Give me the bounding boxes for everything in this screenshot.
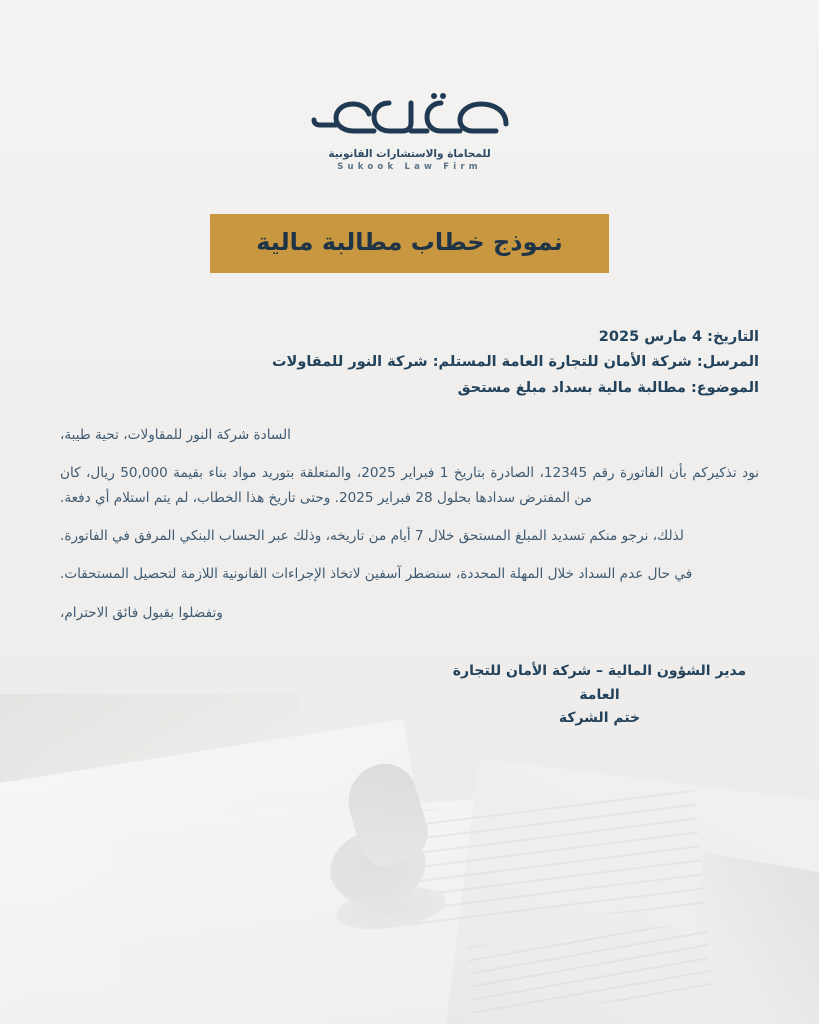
meta-parties-line: المرسل: شركة الأمان للتجارة العامة المستلم: شركة النور للمقاولات (271, 354, 759, 371)
signature-title-line: مدير الشؤون المالية – شركة الأمان للتجارة العامة (452, 662, 747, 703)
logo-dot-icon (440, 93, 446, 99)
watermark-stamp-handle (340, 756, 435, 871)
body-greeting: السادة شركة النور للمقاولات، تحية طيبة، (60, 426, 291, 443)
logo-dot-icon (431, 93, 437, 99)
signature-stamp-line: ختم الشركة (558, 710, 641, 727)
body-paragraph-request: لذلك، نرجو منكم تسديد المبلغ المستحق خلال 7 أيام من تاريخه، وذلك عبر الحساب البنكي المرفق في الفاتورة. (60, 528, 684, 545)
watermark-paper-sheet (114, 790, 685, 1024)
firm-subtitle-english: Sukook Law Firm (337, 162, 482, 172)
background-watermark-photo (0, 694, 819, 1024)
document-title-banner: نموذج خطاب مطالبة مالية (210, 214, 608, 273)
body-paragraph-legal: في حال عدم السداد خلال المهلة المحددة، سنضطر آسفين لاتخاذ الإجراءات القانونية اللازمة لتحصيل المستحقات. (60, 566, 693, 583)
watermark-stamp-head (323, 821, 432, 913)
letter-meta-header (60, 325, 759, 401)
watermark-corner-shade (675, 852, 819, 1024)
watermark-text-lines (467, 922, 713, 1017)
watermark-paper-sheet (0, 719, 451, 1024)
firm-subtitle-arabic: للمحاماة والاستشارات القانونية (328, 148, 491, 160)
body-paragraph-invoice: نود تذكيركم بأن الفاتورة رقم 12345، الصادرة بتاريخ 1 فبراير 2025، والمتعلقة بتوريد مواد بناء بقيمة 50,000 ريال، كان من المفترض سدادها بحلول 28 فبراير 2025. وحتى تاريخ هذا الخطاب، لم يتم استلام أي دفعة. (60, 465, 759, 507)
letter-body (60, 423, 759, 626)
watermark-text-lines (395, 786, 704, 932)
signature-block (60, 660, 759, 731)
body-closing: وتفضلوا بقبول فائق الاحترام، (60, 604, 223, 621)
document-content (0, 92, 819, 731)
watermark-stamp-base (334, 881, 448, 936)
firm-logo (60, 92, 759, 172)
sukook-wordmark-icon (310, 92, 510, 144)
watermark-paper-sheet (442, 759, 819, 1024)
title-banner-container (60, 214, 759, 273)
meta-subject-line: الموضوع: مطالبة مالية بسداد مبلغ مستحق (457, 379, 759, 396)
meta-date-line: التاريخ: 4 مارس 2025 (598, 328, 759, 345)
